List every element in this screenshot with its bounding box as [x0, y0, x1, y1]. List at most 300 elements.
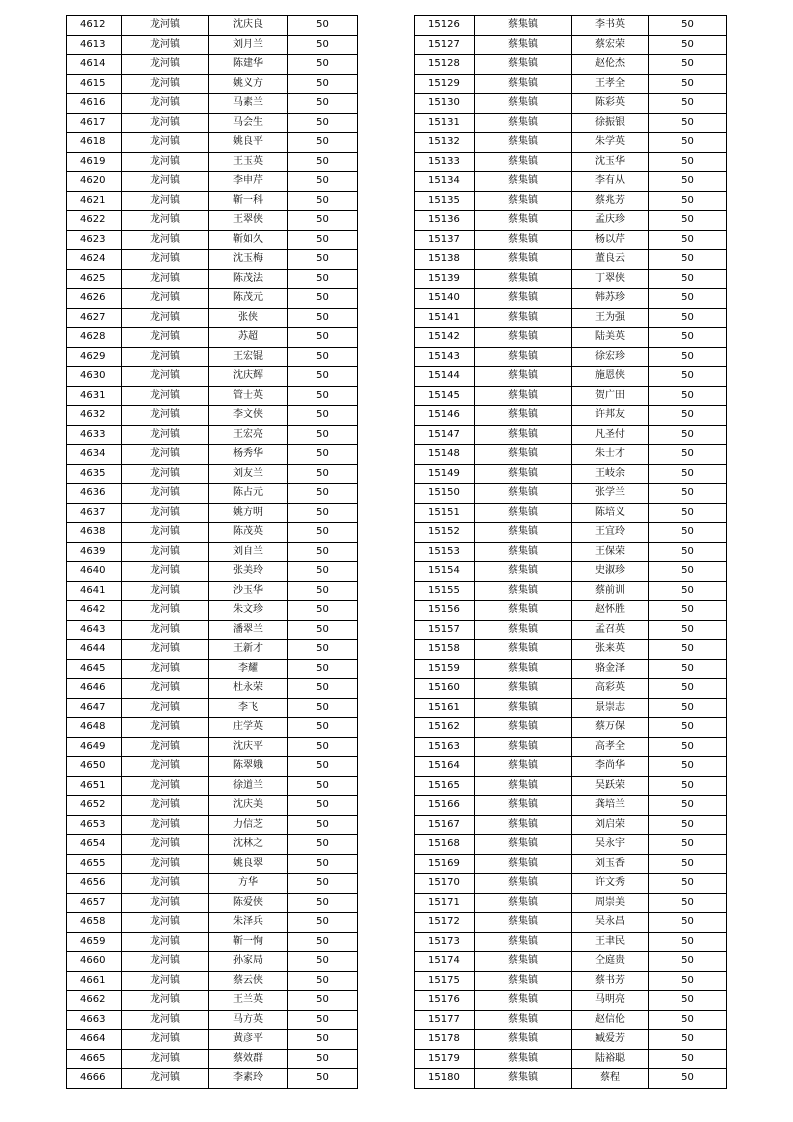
name-cell: 陈爱侠 [209, 893, 288, 913]
name-cell: 靳一科 [209, 191, 288, 211]
row-id-cell: 15137 [415, 230, 475, 250]
name-cell: 吴永宇 [572, 835, 649, 855]
row-id-cell: 15166 [415, 796, 475, 816]
amount-cell: 50 [288, 523, 358, 543]
name-cell: 杨以芹 [572, 230, 649, 250]
row-id-cell: 15135 [415, 191, 475, 211]
amount-cell: 50 [649, 874, 727, 894]
town-cell: 蔡集镇 [475, 679, 572, 699]
row-id-cell: 15138 [415, 250, 475, 270]
amount-cell: 50 [288, 854, 358, 874]
name-cell: 孙家局 [209, 952, 288, 972]
town-cell: 龙河镇 [122, 133, 209, 153]
name-cell: 潘翠兰 [209, 620, 288, 640]
row-id-cell: 15169 [415, 854, 475, 874]
name-cell: 刘自兰 [209, 542, 288, 562]
name-cell: 王孝全 [572, 74, 649, 94]
town-cell: 蔡集镇 [475, 757, 572, 777]
amount-cell: 50 [288, 776, 358, 796]
table-row [67, 425, 358, 445]
row-id-cell: 15127 [415, 35, 475, 55]
amount-cell: 50 [649, 991, 727, 1011]
name-cell: 吴永昌 [572, 913, 649, 933]
row-id-cell: 4665 [67, 1049, 122, 1069]
amount-cell: 50 [288, 425, 358, 445]
amount-cell: 50 [649, 308, 727, 328]
table-row [415, 35, 727, 55]
amount-cell: 50 [288, 562, 358, 582]
name-cell: 吴跃荣 [572, 776, 649, 796]
town-cell: 蔡集镇 [475, 464, 572, 484]
row-id-cell: 4634 [67, 445, 122, 465]
row-id-cell: 15152 [415, 523, 475, 543]
name-cell: 管士英 [209, 386, 288, 406]
row-id-cell: 15178 [415, 1030, 475, 1050]
table-row [67, 55, 358, 75]
row-id-cell: 4663 [67, 1010, 122, 1030]
amount-cell: 50 [288, 932, 358, 952]
name-cell: 赵怀胜 [572, 601, 649, 621]
amount-cell: 50 [288, 35, 358, 55]
town-cell: 蔡集镇 [475, 328, 572, 348]
row-id-cell: 15162 [415, 718, 475, 738]
town-cell: 龙河镇 [122, 542, 209, 562]
amount-cell: 50 [288, 74, 358, 94]
row-id-cell: 15146 [415, 406, 475, 426]
town-cell: 龙河镇 [122, 932, 209, 952]
town-cell: 蔡集镇 [475, 991, 572, 1011]
table-row [415, 445, 727, 465]
name-cell: 赵信伦 [572, 1010, 649, 1030]
table-row [67, 737, 358, 757]
town-cell: 蔡集镇 [475, 620, 572, 640]
town-cell: 蔡集镇 [475, 289, 572, 309]
town-cell: 蔡集镇 [475, 776, 572, 796]
table-row [415, 1030, 727, 1050]
table-row [415, 94, 727, 114]
table-row [67, 893, 358, 913]
row-id-cell: 15159 [415, 659, 475, 679]
row-id-cell: 15160 [415, 679, 475, 699]
town-cell: 蔡集镇 [475, 835, 572, 855]
amount-cell: 50 [649, 854, 727, 874]
town-cell: 龙河镇 [122, 1049, 209, 1069]
name-cell: 马方英 [209, 1010, 288, 1030]
row-id-cell: 4640 [67, 562, 122, 582]
table-row [67, 172, 358, 192]
amount-cell: 50 [288, 386, 358, 406]
name-cell: 姚良翠 [209, 854, 288, 874]
row-id-cell: 15134 [415, 172, 475, 192]
amount-cell: 50 [288, 16, 358, 36]
town-cell: 蔡集镇 [475, 445, 572, 465]
table-row [415, 1049, 727, 1069]
name-cell: 高彩英 [572, 679, 649, 699]
table-row [67, 269, 358, 289]
row-id-cell: 15136 [415, 211, 475, 231]
amount-cell: 50 [649, 445, 727, 465]
row-id-cell: 4648 [67, 718, 122, 738]
row-id-cell: 4658 [67, 913, 122, 933]
town-cell: 龙河镇 [122, 659, 209, 679]
row-id-cell: 4643 [67, 620, 122, 640]
amount-cell: 50 [649, 718, 727, 738]
table-row [67, 757, 358, 777]
table-row [67, 35, 358, 55]
amount-cell: 50 [288, 1030, 358, 1050]
town-cell: 龙河镇 [122, 230, 209, 250]
town-cell: 龙河镇 [122, 445, 209, 465]
row-id-cell: 4660 [67, 952, 122, 972]
name-cell: 靳如久 [209, 230, 288, 250]
row-id-cell: 15142 [415, 328, 475, 348]
amount-cell: 50 [288, 308, 358, 328]
amount-cell: 50 [649, 250, 727, 270]
amount-cell: 50 [649, 835, 727, 855]
row-id-cell: 15157 [415, 620, 475, 640]
row-id-cell: 4651 [67, 776, 122, 796]
amount-cell: 50 [288, 679, 358, 699]
name-cell: 张侠 [209, 308, 288, 328]
name-cell: 赵伦杰 [572, 55, 649, 75]
row-id-cell: 4638 [67, 523, 122, 543]
name-cell: 王聿民 [572, 932, 649, 952]
name-cell: 施恩侠 [572, 367, 649, 387]
row-id-cell: 4633 [67, 425, 122, 445]
amount-cell: 50 [649, 406, 727, 426]
row-id-cell: 4641 [67, 581, 122, 601]
town-cell: 蔡集镇 [475, 952, 572, 972]
name-cell: 陈占元 [209, 484, 288, 504]
name-cell: 李文侠 [209, 406, 288, 426]
table-row [67, 94, 358, 114]
table-row [67, 289, 358, 309]
row-id-cell: 15172 [415, 913, 475, 933]
town-cell: 龙河镇 [122, 152, 209, 172]
amount-cell: 50 [288, 542, 358, 562]
town-cell: 蔡集镇 [475, 718, 572, 738]
amount-cell: 50 [288, 796, 358, 816]
name-cell: 臧爱芳 [572, 1030, 649, 1050]
row-id-cell: 4616 [67, 94, 122, 114]
name-cell: 沈玉梅 [209, 250, 288, 270]
table-row [67, 601, 358, 621]
name-cell: 李有从 [572, 172, 649, 192]
town-cell: 龙河镇 [122, 328, 209, 348]
table-row [67, 1049, 358, 1069]
table-row [415, 854, 727, 874]
row-id-cell: 4623 [67, 230, 122, 250]
row-id-cell: 15171 [415, 893, 475, 913]
amount-cell: 50 [288, 406, 358, 426]
town-cell: 龙河镇 [122, 289, 209, 309]
table-row [67, 698, 358, 718]
name-cell: 王保荣 [572, 542, 649, 562]
town-cell: 蔡集镇 [475, 230, 572, 250]
name-cell: 蔡宏荣 [572, 35, 649, 55]
amount-cell: 50 [649, 503, 727, 523]
name-cell: 王新才 [209, 640, 288, 660]
amount-cell: 50 [288, 601, 358, 621]
row-id-cell: 4637 [67, 503, 122, 523]
table-row [67, 523, 358, 543]
town-cell: 龙河镇 [122, 971, 209, 991]
table-row [415, 932, 727, 952]
amount-cell: 50 [288, 815, 358, 835]
row-id-cell: 4625 [67, 269, 122, 289]
amount-cell: 50 [288, 328, 358, 348]
table-row [67, 776, 358, 796]
table-row [415, 269, 727, 289]
row-id-cell: 15126 [415, 16, 475, 36]
left-roster-table [66, 15, 358, 1089]
row-id-cell: 4649 [67, 737, 122, 757]
name-cell: 蔡万保 [572, 718, 649, 738]
row-id-cell: 4654 [67, 835, 122, 855]
table-row [67, 991, 358, 1011]
table-row [67, 386, 358, 406]
name-cell: 刘友兰 [209, 464, 288, 484]
town-cell: 蔡集镇 [475, 698, 572, 718]
table-row [67, 113, 358, 133]
name-cell: 杜永荣 [209, 679, 288, 699]
amount-cell: 50 [649, 386, 727, 406]
town-cell: 蔡集镇 [475, 211, 572, 231]
row-id-cell: 15141 [415, 308, 475, 328]
amount-cell: 50 [288, 230, 358, 250]
amount-cell: 50 [649, 347, 727, 367]
row-id-cell: 4642 [67, 601, 122, 621]
amount-cell: 50 [649, 484, 727, 504]
town-cell: 龙河镇 [122, 308, 209, 328]
table-row [415, 718, 727, 738]
town-cell: 龙河镇 [122, 874, 209, 894]
name-cell: 蔡书芳 [572, 971, 649, 991]
name-cell: 沈林之 [209, 835, 288, 855]
row-id-cell: 15158 [415, 640, 475, 660]
town-cell: 蔡集镇 [475, 1010, 572, 1030]
amount-cell: 50 [649, 679, 727, 699]
town-cell: 龙河镇 [122, 484, 209, 504]
table-row [415, 796, 727, 816]
row-id-cell: 15133 [415, 152, 475, 172]
row-id-cell: 4620 [67, 172, 122, 192]
table-row [67, 230, 358, 250]
town-cell: 蔡集镇 [475, 367, 572, 387]
row-id-cell: 4629 [67, 347, 122, 367]
row-id-cell: 4656 [67, 874, 122, 894]
name-cell: 李飞 [209, 698, 288, 718]
amount-cell: 50 [649, 172, 727, 192]
amount-cell: 50 [288, 250, 358, 270]
town-cell: 龙河镇 [122, 464, 209, 484]
name-cell: 王兰英 [209, 991, 288, 1011]
table-row [67, 1069, 358, 1089]
town-cell: 蔡集镇 [475, 523, 572, 543]
table-row [415, 308, 727, 328]
name-cell: 姚方明 [209, 503, 288, 523]
name-cell: 凡圣付 [572, 425, 649, 445]
name-cell: 方华 [209, 874, 288, 894]
table-row [67, 1030, 358, 1050]
town-cell: 龙河镇 [122, 1030, 209, 1050]
name-cell: 刘启荣 [572, 815, 649, 835]
row-id-cell: 15177 [415, 1010, 475, 1030]
row-id-cell: 15163 [415, 737, 475, 757]
name-cell: 陈茂法 [209, 269, 288, 289]
row-id-cell: 15154 [415, 562, 475, 582]
table-row [67, 347, 358, 367]
name-cell: 杨秀华 [209, 445, 288, 465]
row-id-cell: 4659 [67, 932, 122, 952]
name-cell: 姚义方 [209, 74, 288, 94]
amount-cell: 50 [288, 347, 358, 367]
table-row [415, 152, 727, 172]
row-id-cell: 15131 [415, 113, 475, 133]
name-cell: 朱文珍 [209, 601, 288, 621]
amount-cell: 50 [288, 445, 358, 465]
table-row [67, 952, 358, 972]
amount-cell: 50 [288, 1069, 358, 1089]
amount-cell: 50 [649, 230, 727, 250]
name-cell: 丁翠侠 [572, 269, 649, 289]
name-cell: 蔡兆芳 [572, 191, 649, 211]
row-id-cell: 15144 [415, 367, 475, 387]
amount-cell: 50 [649, 562, 727, 582]
row-id-cell: 15143 [415, 347, 475, 367]
row-id-cell: 15176 [415, 991, 475, 1011]
row-id-cell: 4636 [67, 484, 122, 504]
row-id-cell: 15170 [415, 874, 475, 894]
name-cell: 沈玉华 [572, 152, 649, 172]
row-id-cell: 4653 [67, 815, 122, 835]
table-row [415, 562, 727, 582]
name-cell: 朱士才 [572, 445, 649, 465]
table-row [67, 1010, 358, 1030]
name-cell: 朱泽兵 [209, 913, 288, 933]
table-row [415, 289, 727, 309]
town-cell: 龙河镇 [122, 211, 209, 231]
row-id-cell: 15175 [415, 971, 475, 991]
town-cell: 龙河镇 [122, 952, 209, 972]
amount-cell: 50 [649, 523, 727, 543]
name-cell: 孟召英 [572, 620, 649, 640]
town-cell: 龙河镇 [122, 835, 209, 855]
table-row [415, 640, 727, 660]
table-row [67, 464, 358, 484]
amount-cell: 50 [649, 367, 727, 387]
amount-cell: 50 [649, 289, 727, 309]
amount-cell: 50 [649, 1069, 727, 1089]
amount-cell: 50 [288, 94, 358, 114]
row-id-cell: 15156 [415, 601, 475, 621]
table-row [415, 991, 727, 1011]
table-row [415, 464, 727, 484]
table-row [67, 367, 358, 387]
name-cell: 许文秀 [572, 874, 649, 894]
town-cell: 蔡集镇 [475, 815, 572, 835]
town-cell: 龙河镇 [122, 776, 209, 796]
row-id-cell: 15149 [415, 464, 475, 484]
row-id-cell: 4626 [67, 289, 122, 309]
row-id-cell: 4622 [67, 211, 122, 231]
table-row [415, 367, 727, 387]
name-cell: 董良云 [572, 250, 649, 270]
name-cell: 王岐余 [572, 464, 649, 484]
row-id-cell: 15155 [415, 581, 475, 601]
name-cell: 李申芹 [209, 172, 288, 192]
amount-cell: 50 [649, 640, 727, 660]
amount-cell: 50 [649, 464, 727, 484]
table-row [67, 932, 358, 952]
table-row [67, 835, 358, 855]
town-cell: 龙河镇 [122, 1010, 209, 1030]
amount-cell: 50 [649, 952, 727, 972]
row-id-cell: 15165 [415, 776, 475, 796]
table-row [67, 308, 358, 328]
town-cell: 龙河镇 [122, 640, 209, 660]
name-cell: 许邦友 [572, 406, 649, 426]
row-id-cell: 4666 [67, 1069, 122, 1089]
name-cell: 朱学英 [572, 133, 649, 153]
name-cell: 王宏锟 [209, 347, 288, 367]
amount-cell: 50 [288, 698, 358, 718]
row-id-cell: 4639 [67, 542, 122, 562]
name-cell: 李尚华 [572, 757, 649, 777]
name-cell: 景崇志 [572, 698, 649, 718]
town-cell: 龙河镇 [122, 386, 209, 406]
town-cell: 蔡集镇 [475, 172, 572, 192]
table-row [67, 815, 358, 835]
name-cell: 沈庆平 [209, 737, 288, 757]
amount-cell: 50 [649, 659, 727, 679]
town-cell: 龙河镇 [122, 425, 209, 445]
amount-cell: 50 [288, 581, 358, 601]
amount-cell: 50 [649, 542, 727, 562]
row-id-cell: 4644 [67, 640, 122, 660]
name-cell: 陈建华 [209, 55, 288, 75]
table-row [67, 913, 358, 933]
town-cell: 蔡集镇 [475, 659, 572, 679]
town-cell: 蔡集镇 [475, 1049, 572, 1069]
row-id-cell: 4647 [67, 698, 122, 718]
town-cell: 龙河镇 [122, 35, 209, 55]
table-row [415, 1010, 727, 1030]
town-cell: 蔡集镇 [475, 542, 572, 562]
table-row [67, 133, 358, 153]
amount-cell: 50 [288, 971, 358, 991]
town-cell: 龙河镇 [122, 113, 209, 133]
row-id-cell: 4615 [67, 74, 122, 94]
table-row [67, 211, 358, 231]
table-row [415, 659, 727, 679]
name-cell: 陈茂元 [209, 289, 288, 309]
town-cell: 蔡集镇 [475, 581, 572, 601]
name-cell: 马会生 [209, 113, 288, 133]
amount-cell: 50 [288, 113, 358, 133]
table-row [67, 74, 358, 94]
row-id-cell: 15147 [415, 425, 475, 445]
name-cell: 李书英 [572, 16, 649, 36]
table-row [67, 874, 358, 894]
amount-cell: 50 [288, 289, 358, 309]
town-cell: 龙河镇 [122, 815, 209, 835]
town-cell: 龙河镇 [122, 718, 209, 738]
row-id-cell: 4632 [67, 406, 122, 426]
town-cell: 蔡集镇 [475, 133, 572, 153]
row-id-cell: 15150 [415, 484, 475, 504]
amount-cell: 50 [649, 893, 727, 913]
